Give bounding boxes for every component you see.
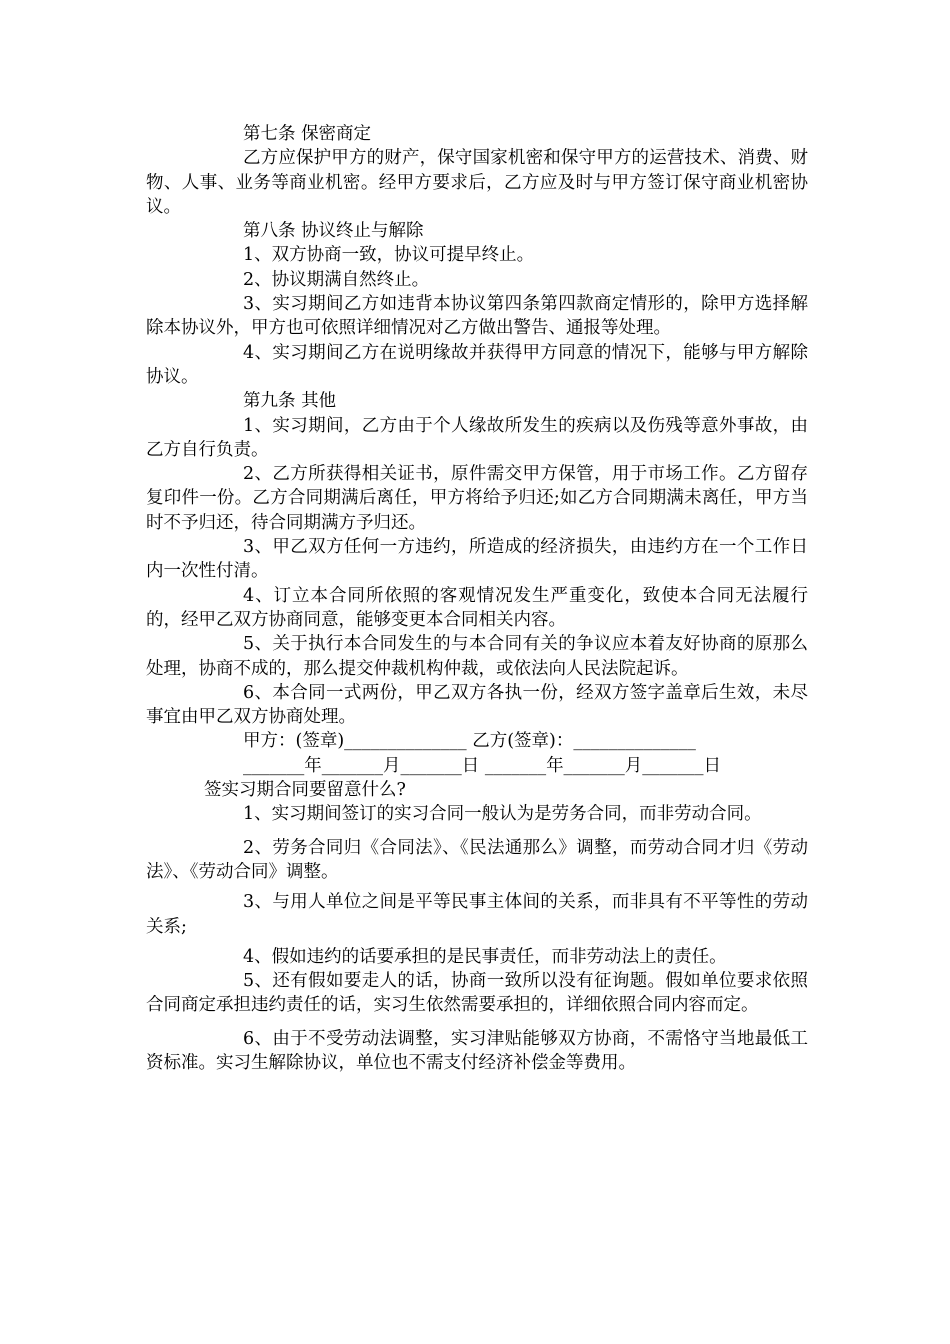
article7-body: 乙方应保护甲方的财产，保守国家机密和保守甲方的运营技术、消费、财物、人事、业务等商业机密。经甲方要求后，乙方应及时与甲方签订保守商业机密协议。 [146, 148, 808, 217]
article9-heading: 第九条 其他 [243, 391, 337, 412]
notes-item: 3、与用人单位之间是平等民事主体间的关系，而非具有不平等性的劳动关系; [146, 892, 808, 937]
article9-item: 5、关于执行本合同发生的与本合同有关的争议应本着友好协商的原那么处理，协商不成的，那么提交仲裁机构仲裁，或依法向人民法院起诉。 [146, 634, 808, 679]
notes-item: 2、劳务合同归《合同法》、《民法通那么》调整，而劳动合同才归《劳动法》、《劳动合同》调整。 [146, 837, 808, 882]
signature-parties-line: 甲方：(签章)______________ 乙方(签章)：______________ [243, 731, 696, 752]
article7-heading: 第七条 保密商定 [243, 124, 372, 144]
document-page [146, 122, 808, 1075]
notes-item: 4、假如违约的话要承担的是民事责任，而非劳动法上的责任。 [243, 946, 727, 967]
signature-date-line: _______年_______月_______日 _______年_______月_______日 [243, 755, 722, 776]
article8-item: 2、协议期满自然终止。 [243, 269, 430, 290]
article9-item: 1、实习期间，乙方由于个人缘故所发生的疾病以及伤残等意外事故，由乙方自行负责。 [146, 415, 808, 460]
article8-item: 3、实习期间乙方如违背本协议第四条第四款商定情形的，除甲方选择解除本协议外，甲方也可依照详细情况对乙方做出警告、通报等处理。 [146, 294, 808, 339]
notes-item: 1、实习期间签订的实习合同一般认为是劳务合同，而非劳动合同。 [243, 804, 762, 825]
notes-item: 5、还有假如要走人的话，协商一致所以没有征询题。假如单位要求依照合同商定承担违约责任的话，实习生依然需要承担的，详细依照合同内容而定。 [146, 971, 808, 1016]
notes-item: 6、由于不受劳动法调整，实习津贴能够双方协商，不需恪守当地最低工资标准。实习生解除协议，单位也不需支付经济补偿金等费用。 [146, 1028, 808, 1073]
article8-item: 4、实习期间乙方在说明缘故并获得甲方同意的情况下，能够与甲方解除协议。 [146, 342, 808, 387]
article9-item: 2、乙方所获得相关证书，原件需交甲方保管，用于市场工作。乙方留存复印件一份。乙方合同期满后离任，甲方将给予归还;如乙方合同期满未离任，甲方当时不予归还，待合同期满方予归还。 [146, 464, 808, 533]
article9-item: 3、甲乙双方任何一方违约，所造成的经济损失，由违约方在一个工作日内一次性付清。 [146, 537, 808, 582]
notes-heading: 签实习期合同要留意什么? [204, 780, 406, 801]
article9-item: 4、订立本合同所依照的客观情况发生严重变化，致使本合同无法履行的，经甲乙双方协商同意，能够变更本合同相关内容。 [146, 585, 808, 630]
article9-item: 6、本合同一式两份，甲乙双方各执一份，经双方签字盖章后生效，未尽事宜由甲乙双方协商处理。 [146, 682, 808, 728]
article8-item: 1、双方协商一致，协议可提早终止。 [243, 245, 535, 266]
article8-heading: 第八条 协议终止与解除 [243, 221, 424, 242]
